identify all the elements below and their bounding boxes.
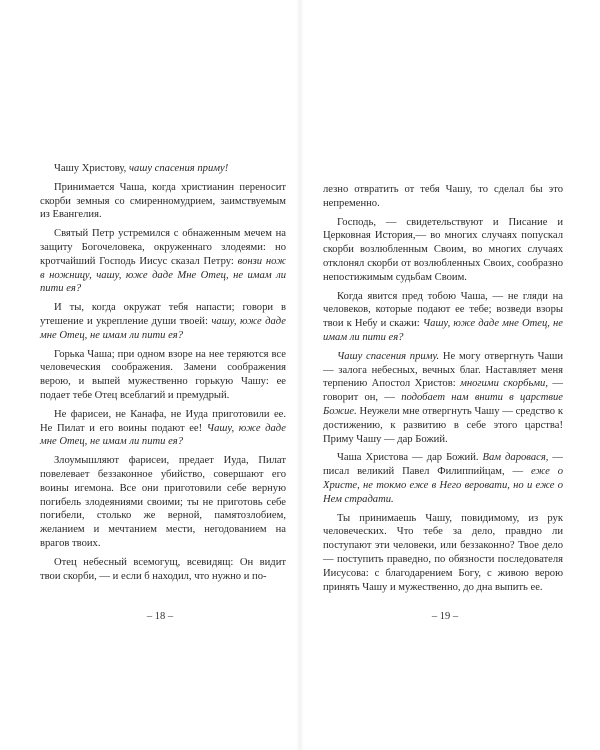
italic-quote: Вам даровася, xyxy=(482,452,553,464)
text-run: Неужели мне отвергнуть Чашу — средство к достижению, к развитию в себе этого царства! Приму Чашу — дар Божий. xyxy=(323,405,564,445)
text-run: Не фарисеи, не Канафа, не Иуда приготовили ее. Не Пилат и его воины подают ее! xyxy=(40,408,286,434)
text-run: — говорит он, — xyxy=(323,378,563,404)
text-run: — писал великий Павел Филиппийцам, — xyxy=(323,452,563,478)
text-run: Принимается Чаша, когда христианин переносит скорби земныя со смиренномудрием, заимствуемым из Евангелия. xyxy=(40,181,286,221)
text-run: Не могу отвергнуть Чаши — залога небесных, вечных благ. Наставляет меня терпению Апостол Христов: xyxy=(323,350,563,390)
text-run: Господь, — свидетельствуют и Писание и Церковная История,— во многих случаях попускал скорби возлюбленным Своим, во многих случаях отклонял скорби от возлюбленных Своих, сообразно непостижимым судьбам Своим. xyxy=(323,216,563,283)
paragraph xyxy=(40,348,286,403)
paragraph xyxy=(323,290,563,345)
italic-quote: подобает нам внити в царствие Божие. xyxy=(323,392,563,417)
paragraph xyxy=(40,454,286,551)
text-run: Горька Чаша; при одном взоре на нее теряются все человеческия соображения. Замени соображения верою, и выпей мужественно горькую Чашу: ее подает тебе Отец всеблагий и премудрый. xyxy=(40,348,286,401)
text-run: Злоумышляют фарисеи, предает Иуда, Пилат повелевает беззаконное убийство, совершают его воины игемона. Все они приготовили себе верную погибель злодеяниями своими; ты не приготовь себе погибели, столько же верной, памятозлобием, желанием и мечтанием мести, негодованием на врагов твоих. xyxy=(40,455,286,549)
italic-quote: Чашу, юже даде мне Отец, не имам ли пити ея? xyxy=(40,422,286,448)
text-run: Святый Петр устремился с обнаженным мечем на защиту Богочеловека, окруженнаго злодеями: но кротчайший Господь Иисус сказал Петру: xyxy=(40,228,286,267)
left-page-number: – 18 – xyxy=(146,611,174,622)
paragraph xyxy=(323,216,563,285)
paragraph xyxy=(323,350,563,447)
paragraph xyxy=(40,301,286,342)
paragraph xyxy=(40,181,286,222)
paragraph xyxy=(40,408,286,449)
text-run: Ты принимаешь Чашу, повидимому, из рук человеческих. Что тебе за дело, правдно ли поступают эти человеки, или беззаконно? Твое дело — поступить праведно, по обязности последователя Иисусова: с благодарением Богу, с живою верою принять Чашу и мужественно, до дна выпить ее. xyxy=(323,512,563,593)
left-page-text xyxy=(40,162,286,588)
paragraph xyxy=(323,512,563,595)
text-run: лезно отвратить от тебя Чашу, то сделал бы это непременно. xyxy=(323,184,563,209)
text-run: Отец небесный всемогущ, всевидящ: Он видит твои скорби, — и если б находил, что нужно и по- xyxy=(40,556,286,582)
italic-quote: многими скорбьми, xyxy=(460,378,553,390)
text-run: Чашу Христову, xyxy=(54,163,129,174)
right-page xyxy=(300,0,600,750)
italic-quote: еже о Христе, не токмо еже в Него веровати, но и еже о Нем страдати. xyxy=(323,466,563,505)
paragraph xyxy=(323,183,563,211)
right-page-text xyxy=(323,183,563,599)
right-page-number: – 19 – xyxy=(431,611,459,622)
paragraph xyxy=(40,227,286,296)
paragraph xyxy=(40,556,286,584)
italic-quote: чашу, юже даде мне Отец, не имам ли пити ея? xyxy=(40,315,286,341)
paragraph xyxy=(323,451,563,506)
text-run: Чаша Христова — дар Божий. xyxy=(337,452,483,464)
italic-quote: Чашу спасения приму. xyxy=(337,350,443,362)
italic-quote: вонзи нож в ножницу, чашу, юже даде Мне Отец, не имам ли пити ея? xyxy=(40,255,286,295)
text-run: И ты, когда окружат тебя напасти; говори в утешение и укрепление души твоей: xyxy=(40,302,286,327)
italic-quote: чашу спасения приму! xyxy=(128,163,229,174)
paragraph xyxy=(40,162,286,176)
italic-quote: Чашу, юже даде мне Отец, не имам ли пити ея? xyxy=(323,318,564,343)
text-run: Когда явится пред тобою Чаша, — не гляди на человеков, которые подают ее тебе; возведи взоры твои к Небу и скажи: xyxy=(323,290,563,330)
